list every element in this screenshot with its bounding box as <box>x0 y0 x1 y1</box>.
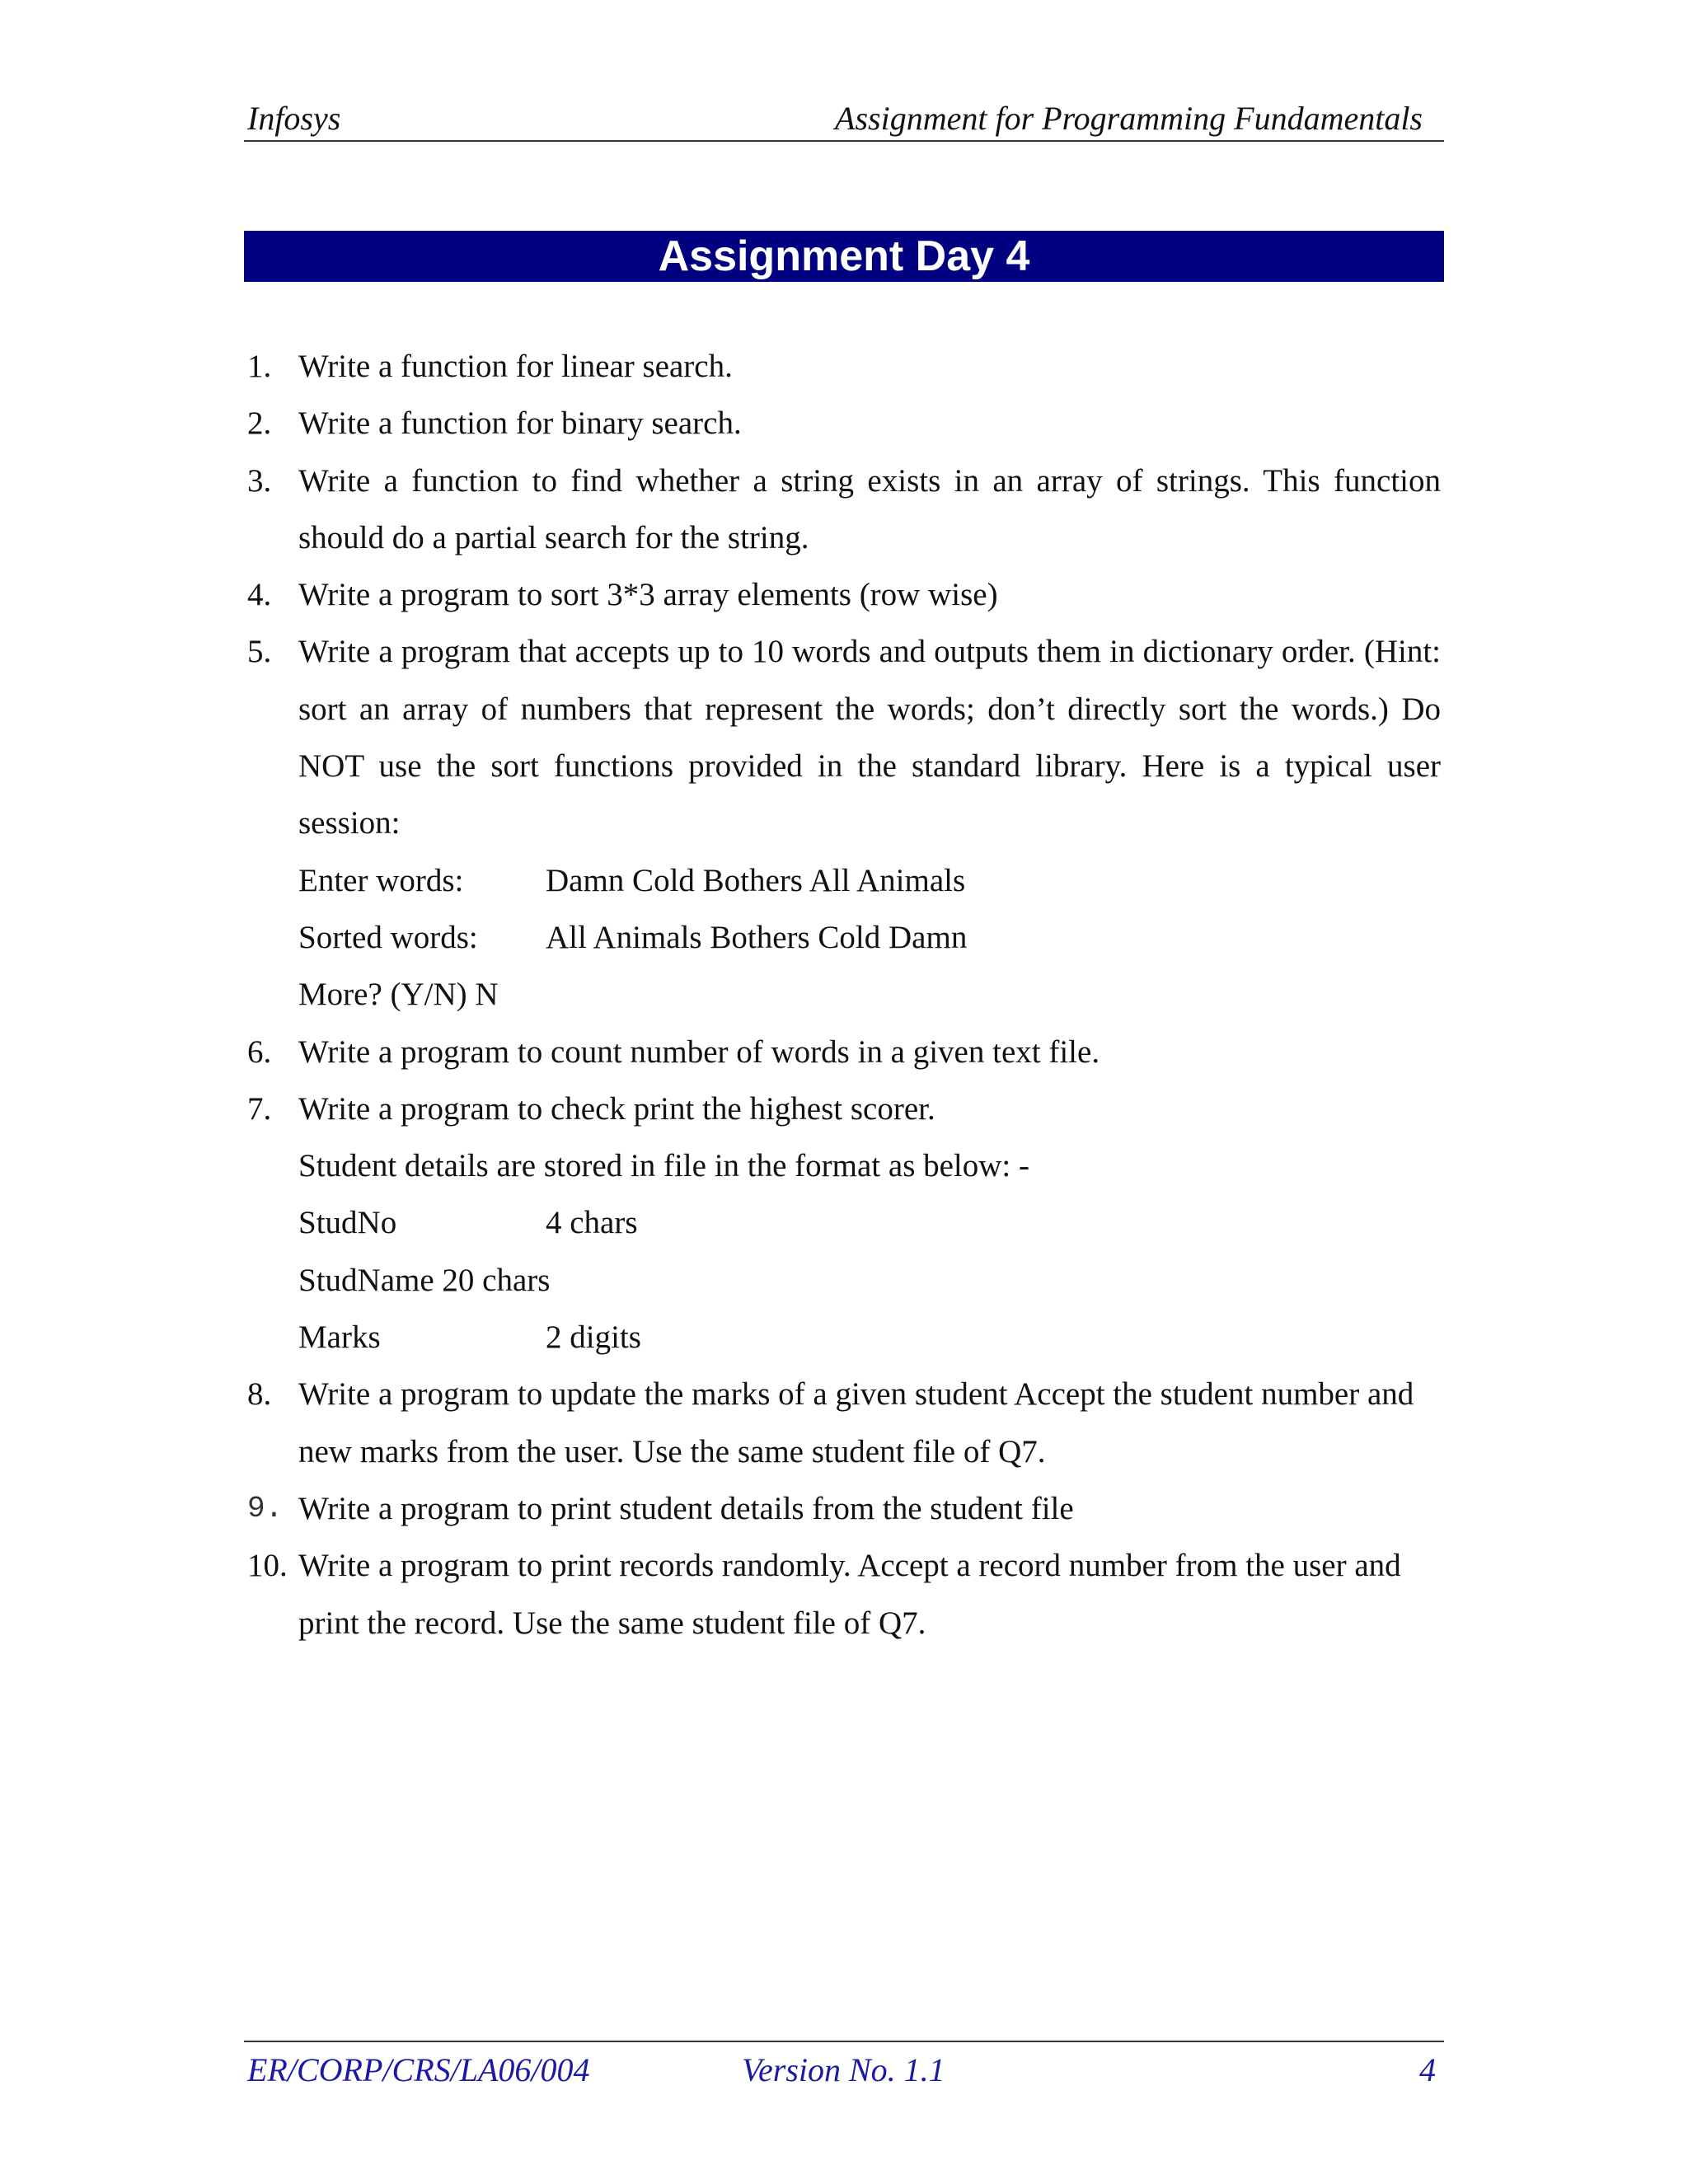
list-item-8 <box>247 1366 1441 1480</box>
item-number: 7. <box>247 1090 272 1127</box>
item-text: Write a program that accepts up to 10 words and outputs them in dictionary order. (Hint: sort an array of numbers that represent the words; don’t directly sort the words.) Do NOT use the sort functions provided in the standard library. Here is a typical user session: <box>298 634 1441 841</box>
marks-value: 2 digits <box>546 1319 641 1356</box>
footer-page-number: 4 <box>1419 2051 1436 2088</box>
item-text: Write a program to print records randomly. Accept a record number from the user and print the record. Use the same student file of Q7. <box>298 1548 1401 1641</box>
studno-label: StudNo <box>298 1205 397 1241</box>
item-text: Write a function for binary search. <box>298 405 742 442</box>
page-footer <box>244 2041 1444 2092</box>
item-number: 9. <box>247 1491 284 1526</box>
studname-line: StudName 20 chars <box>298 1262 551 1298</box>
student-format-intro: Student details are stored in file in the format as below: - <box>298 1148 1030 1184</box>
studno-value: 4 chars <box>546 1205 638 1241</box>
item-number: 5. <box>247 634 272 670</box>
marks-label: Marks <box>298 1319 381 1356</box>
footer-doc-id: ER/CORP/CRS/LA06/004 <box>247 2051 590 2088</box>
list-item-6 <box>247 1024 1441 1080</box>
item-number: 1. <box>247 349 272 384</box>
session-sorted-label: Sorted words: <box>298 919 478 955</box>
assignment-title: Assignment Day 4 <box>244 231 1444 282</box>
item-number: 6. <box>247 1033 272 1070</box>
item-number: 2. <box>247 405 272 442</box>
item-number: 4. <box>247 577 272 613</box>
session-sorted-line <box>247 909 1441 966</box>
list-item-9 <box>247 1480 1441 1537</box>
item-text: Write a program to check print the highest scorer. <box>298 1090 935 1127</box>
item-number: 3. <box>247 462 272 499</box>
header-doc-title: Assignment for Programming Fundamentals <box>835 100 1423 137</box>
list-item-1 <box>247 338 1441 395</box>
item-number: 8. <box>247 1376 272 1413</box>
item-number: 10. <box>247 1548 288 1584</box>
item-text: Write a program to update the marks of a given student Accept the student number and new marks from the user. Use the same student file of Q7. <box>298 1376 1414 1469</box>
session-enter-value: Damn Cold Bothers All Animals <box>546 862 966 898</box>
item-text: Write a program to count number of words in a given text file. <box>298 1033 1100 1070</box>
session-more-line: More? (Y/N) N <box>298 977 499 1013</box>
list-item-3 <box>247 452 1441 567</box>
item-text: Write a program to sort 3*3 array elements (row wise) <box>298 577 998 613</box>
list-item-7 <box>247 1080 1441 1137</box>
list-item-10 <box>247 1537 1441 1652</box>
studno-line <box>247 1194 1441 1251</box>
list-item-5 <box>247 623 1441 851</box>
session-enter-line <box>247 852 1441 909</box>
footer-version: Version No. 1.1 <box>742 2051 945 2088</box>
session-sorted-value: All Animals Bothers Cold Damn <box>546 919 968 955</box>
assignment-list <box>247 338 1441 1652</box>
marks-line <box>247 1309 1441 1366</box>
item-text: Write a function for linear search. <box>298 349 733 384</box>
page-header <box>244 97 1444 142</box>
session-enter-label: Enter words: <box>298 862 464 898</box>
list-item-2 <box>247 395 1441 452</box>
item-text: Write a program to print student details from the student file <box>298 1490 1074 1526</box>
item-text: Write a function to find whether a string exists in an array of strings. This function should do a partial search for the string. <box>298 462 1441 555</box>
list-item-4 <box>247 566 1441 623</box>
header-company: Infosys <box>247 100 341 137</box>
